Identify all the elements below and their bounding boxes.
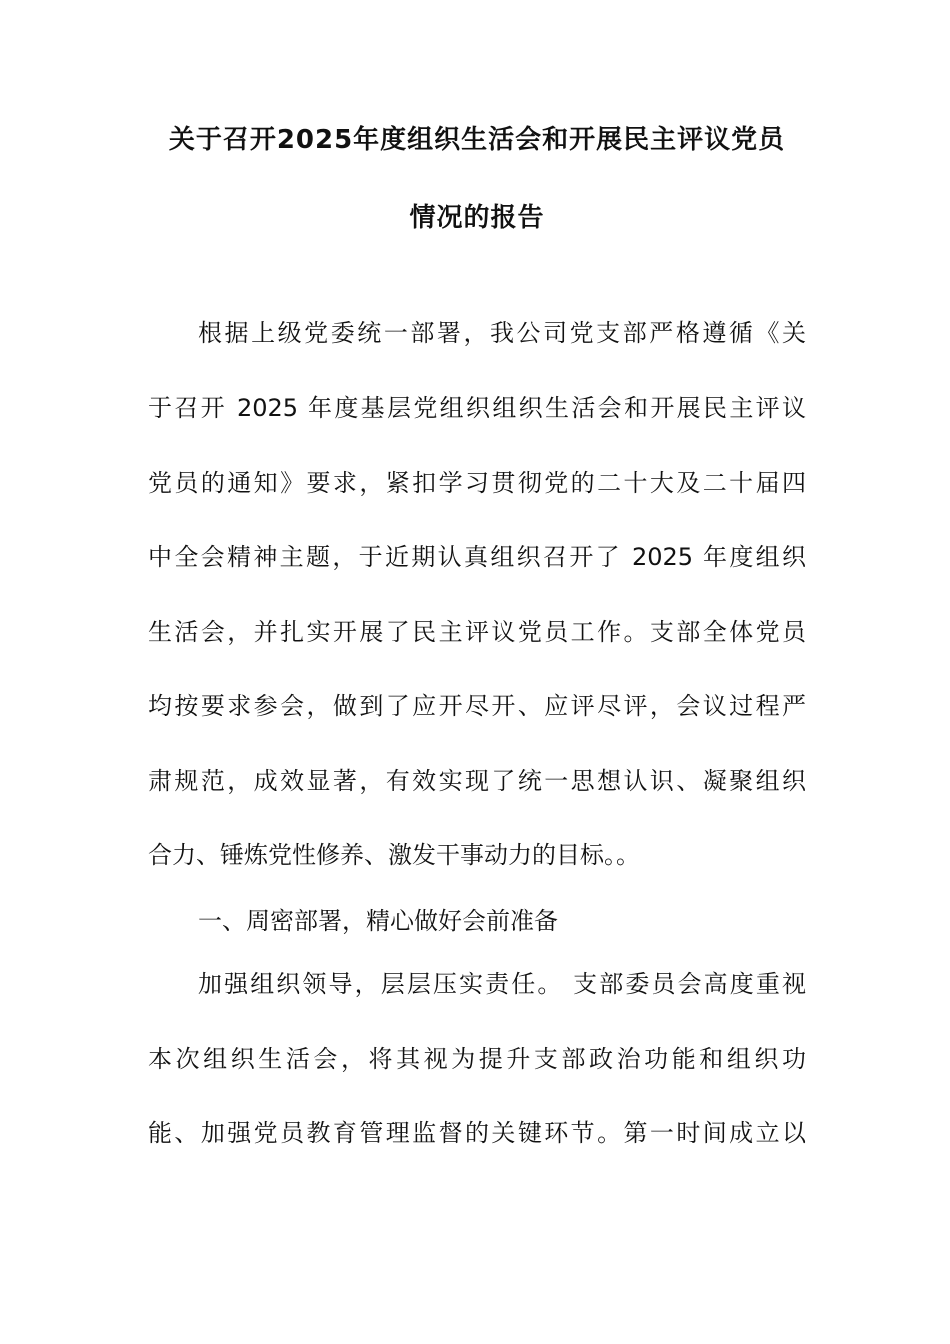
paragraph-2-line-3: 能、加强党员教育管理监督的关键环节。第一时间成立以 <box>148 1119 806 1147</box>
paragraph-1-line-8: 合力、锤炼党性修养、激发干事动力的目标。。 <box>148 841 640 869</box>
paragraph-1-line-3: 党员的通知》要求，紧扣学习贯彻党的二十大及二十届四 <box>148 469 806 497</box>
paragraph-1-line-6: 均按要求参会，做到了应开尽开、应评尽评，会议过程严 <box>148 692 806 720</box>
paragraph-1-line-1: 根据上级党委统一部署，我公司党支部严格遵循《关 <box>198 319 806 347</box>
paragraph-1-line-5: 生活会，并扎实开展了民主评议党员工作。支部全体党员 <box>148 618 806 646</box>
document-title-line-2: 情况的报告 <box>409 203 545 233</box>
paragraph-1-line-2: 于召开 2025 年度基层党组织组织生活会和开展民主评议 <box>148 394 806 422</box>
paragraph-2-line-1: 加强组织领导，层层压实责任。 支部委员会高度重视 <box>198 970 806 998</box>
paragraph-1-line-7: 肃规范，成效显著，有效实现了统一思想认识、凝聚组织 <box>148 767 806 795</box>
section-1-heading: 一、周密部署，精心做好会前准备 <box>198 907 558 935</box>
paragraph-1-line-4: 中全会精神主题，于近期认真组织召开了 2025 年度组织 <box>148 543 806 571</box>
document-title-line-1: 关于召开2025年度组织生活会和开展民主评议党员 <box>168 125 786 155</box>
paragraph-2-line-2: 本次组织生活会，将其视为提升支部政治功能和组织功 <box>148 1045 806 1073</box>
